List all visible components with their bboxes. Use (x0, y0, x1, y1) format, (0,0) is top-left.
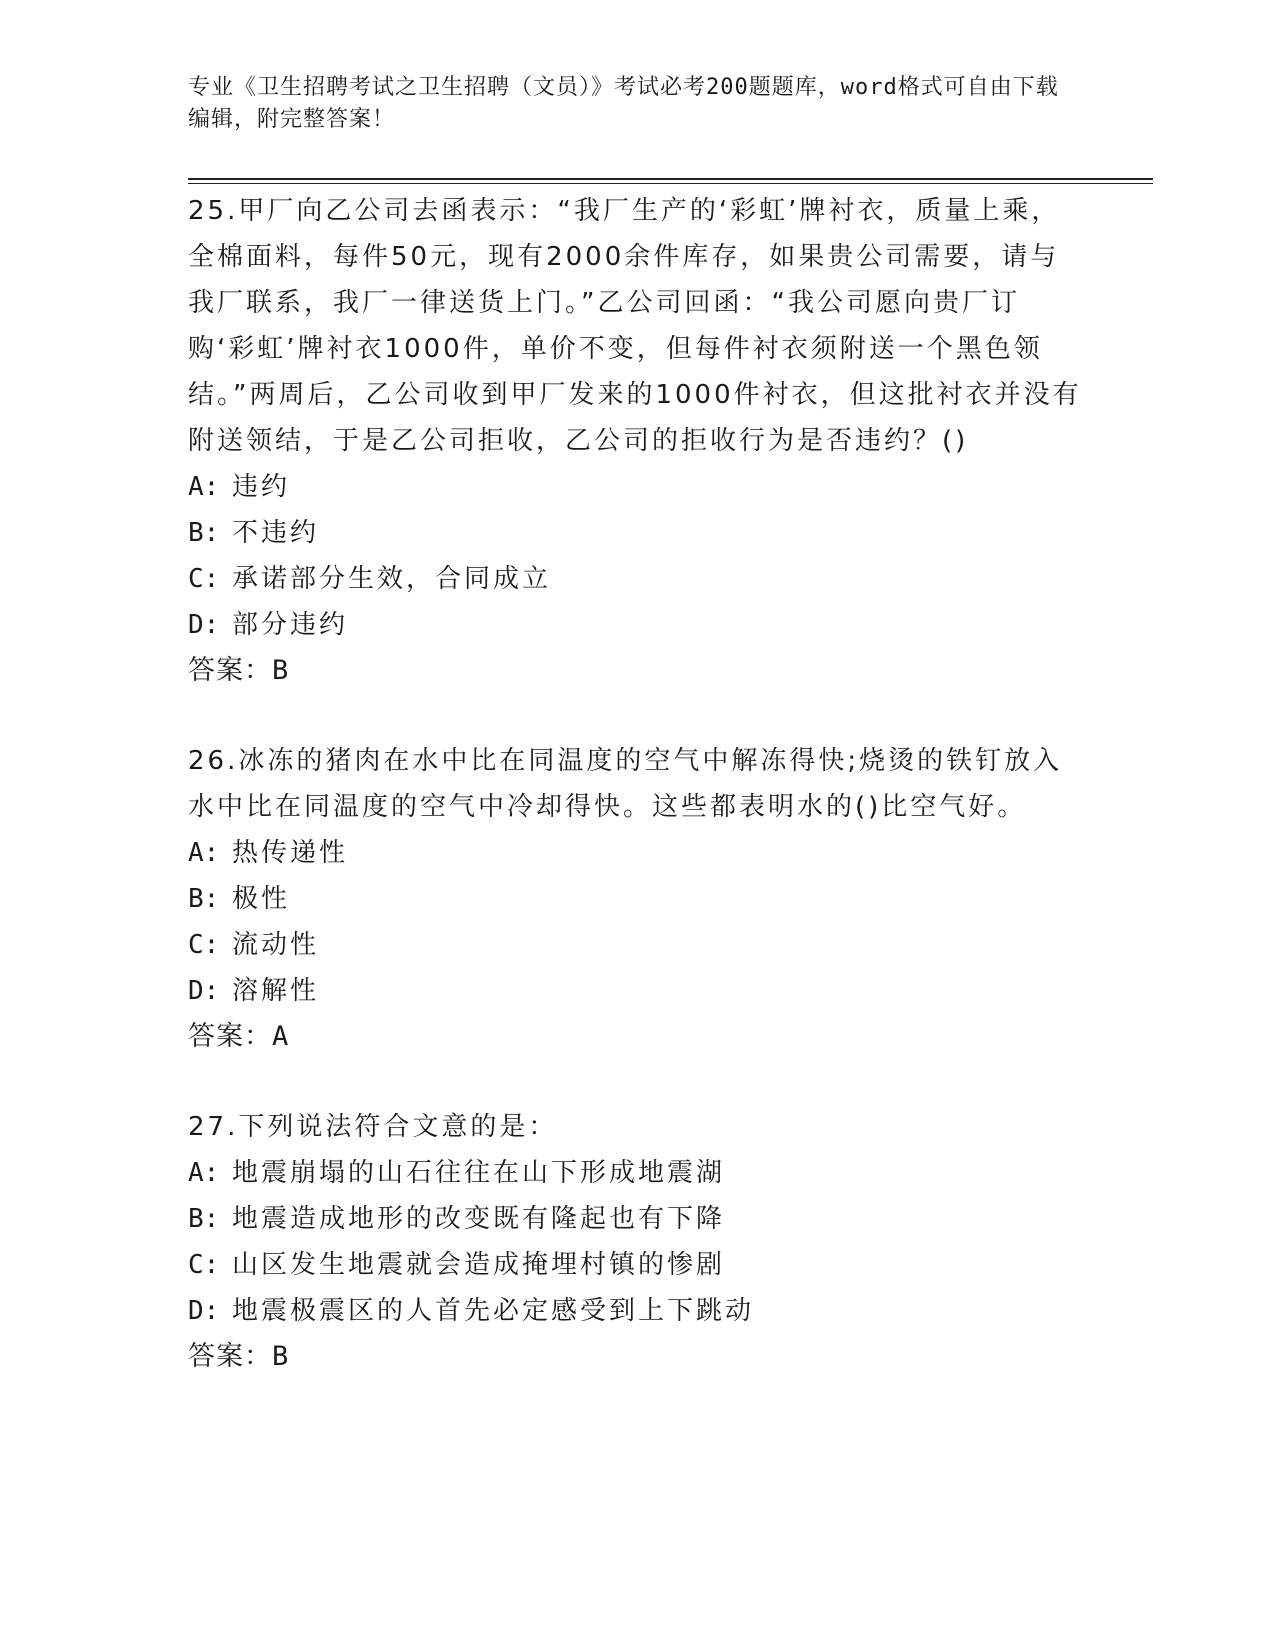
option-letter: D: (188, 976, 220, 1006)
option-text: 热传递性 (232, 838, 349, 868)
option-text: 地震极震区的人首先必定感受到上下跳动 (232, 1296, 755, 1326)
question-stem: 25.甲厂向乙公司去函表示：“我厂生产的‘彩虹’牌衬衣，质量上乘，全棉面料，每件50元，现有2000余件库存，如果贵公司需要，请与我厂联系，我厂一律送货上门。”乙公司回函：“我公司愿向贵厂订购‘彩虹’牌衬衣1000件，单价不变，但每件衬衣须附送一个黑色领结。”两周后，乙公司收到甲厂发来的1000件衬衣，但这批衬衣并没有附送领结，于是乙公司拒收，乙公司的拒收行为是否违约？() (188, 196, 1082, 456)
option-b (188, 1196, 1088, 1242)
option-a (188, 464, 1088, 510)
option-text: 部分违约 (232, 610, 349, 640)
question-26 (188, 738, 1088, 1060)
option-b (188, 510, 1088, 556)
question-27 (188, 1104, 1088, 1380)
option-letter: C: (188, 930, 220, 960)
option-letter: C: (188, 1250, 220, 1280)
option-text: 不违约 (232, 518, 320, 548)
answer-value: B (272, 1341, 290, 1372)
option-c (188, 1242, 1088, 1288)
option-d (188, 602, 1088, 648)
answer-line (188, 648, 1088, 694)
option-letter: B: (188, 1204, 220, 1234)
option-letter: B: (188, 518, 220, 548)
option-text: 承诺部分生效，合同成立 (232, 564, 552, 594)
option-letter: B: (188, 884, 220, 914)
option-letter: A: (188, 838, 220, 868)
option-b (188, 876, 1088, 922)
question-list (188, 188, 1088, 1424)
option-a (188, 1150, 1088, 1196)
option-text: 地震造成地形的改变既有隆起也有下降 (232, 1204, 726, 1234)
question-25 (188, 188, 1088, 694)
option-text: 山区发生地震就会造成掩埋村镇的惨剧 (232, 1250, 726, 1280)
question-stem: 26.冰冻的猪肉在水中比在同温度的空气中解冻得快;烧烫的铁钉放入水中比在同温度的空气中冷却得快。这些都表明水的()比空气好。 (188, 746, 1063, 822)
answer-label: 答案： (188, 1341, 272, 1372)
option-letter: A: (188, 472, 220, 502)
option-text: 违约 (232, 472, 291, 502)
answer-label: 答案： (188, 1021, 272, 1052)
header-divider-thick (188, 178, 1153, 180)
answer-value: A (272, 1021, 290, 1052)
answer-line (188, 1014, 1088, 1060)
option-letter: C: (188, 564, 220, 594)
document-header: 专业《卫生招聘考试之卫生招聘（文员）》考试必考200题题库，word格式可自由下载编辑，附完整答案！ (188, 75, 1059, 132)
option-text: 地震崩塌的山石往往在山下形成地震湖 (232, 1158, 726, 1188)
question-stem: 27.下列说法符合文意的是： (188, 1112, 558, 1142)
option-d (188, 968, 1088, 1014)
option-d (188, 1288, 1088, 1334)
answer-label: 答案： (188, 655, 272, 686)
option-a (188, 830, 1088, 876)
option-text: 极性 (232, 884, 291, 914)
option-text: 溶解性 (232, 976, 320, 1006)
option-c (188, 922, 1088, 968)
option-letter: D: (188, 610, 220, 640)
header-divider-thin (188, 183, 1153, 184)
answer-value: B (272, 655, 290, 686)
option-letter: A: (188, 1158, 220, 1188)
option-c (188, 556, 1088, 602)
answer-line (188, 1334, 1088, 1380)
option-text: 流动性 (232, 930, 320, 960)
option-letter: D: (188, 1296, 220, 1326)
